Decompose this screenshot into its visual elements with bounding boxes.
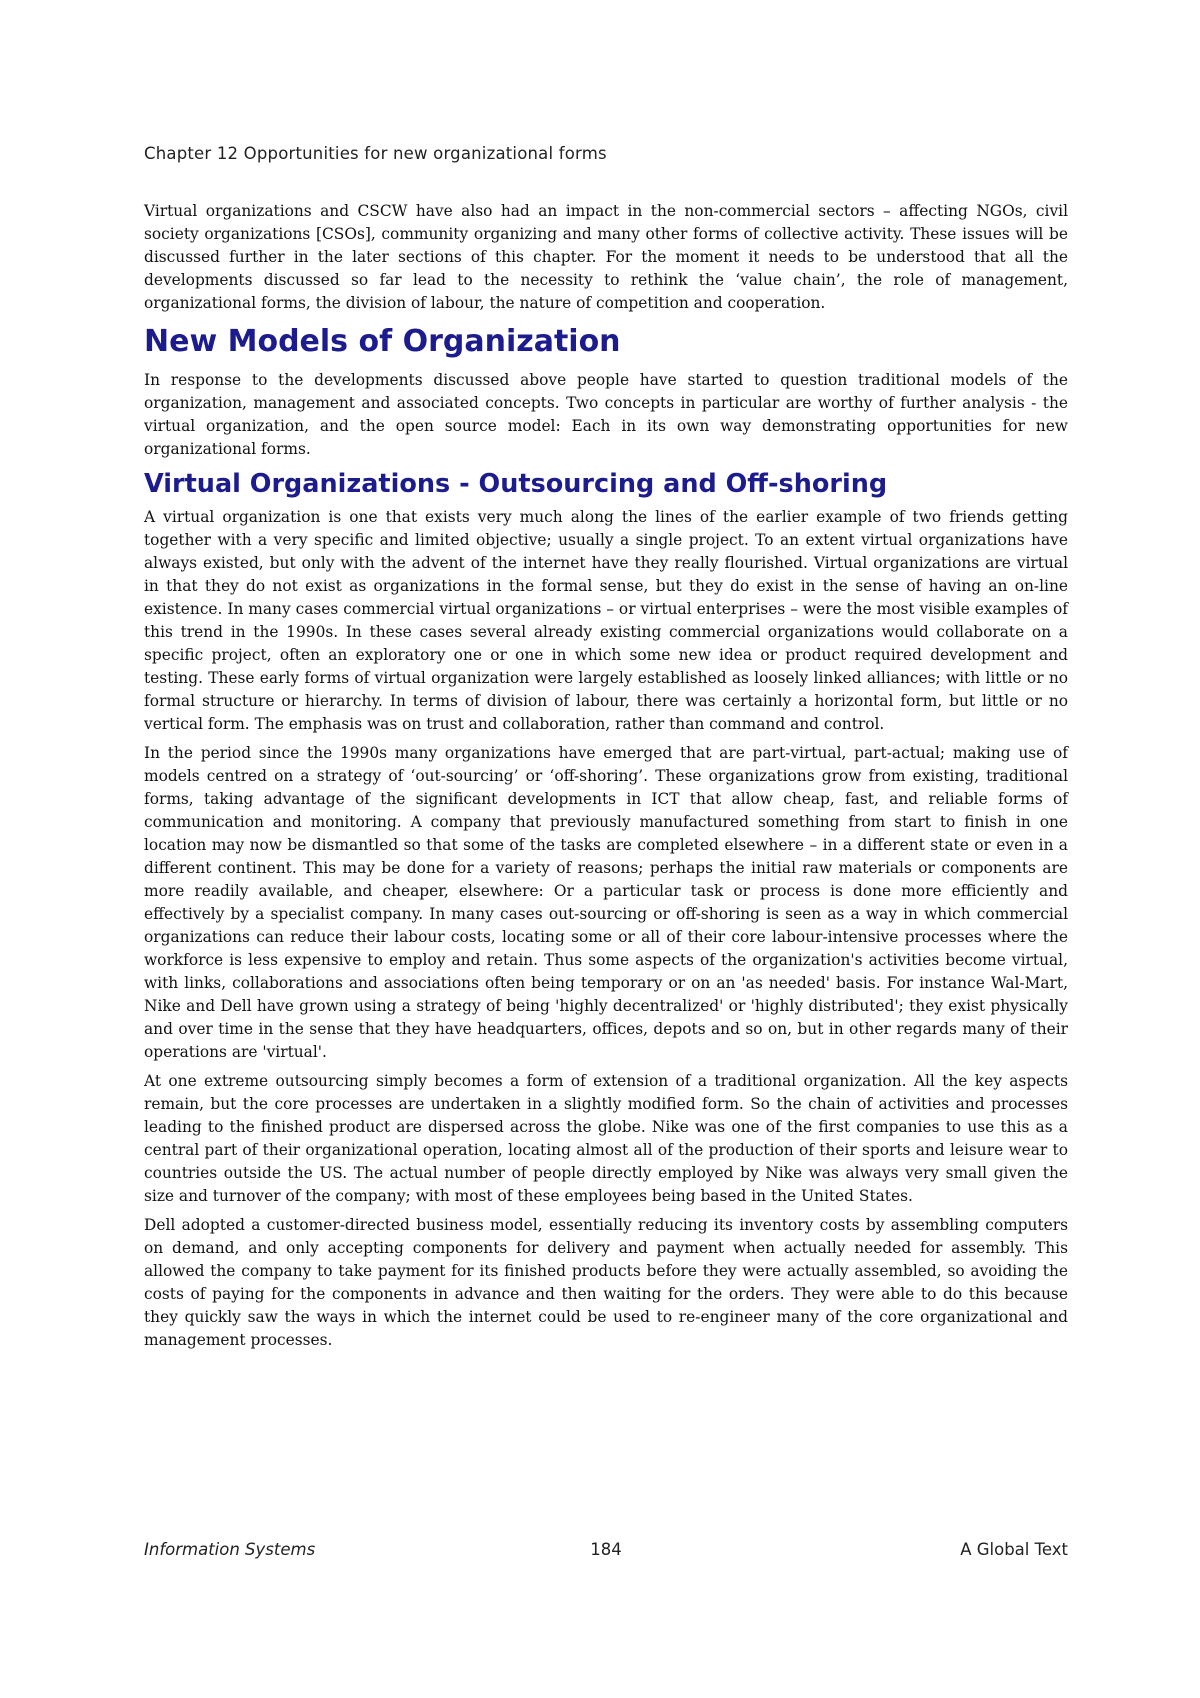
intro-paragraph: Virtual organizations and CSCW have also had an impact in the non-commercial sectors – affecting NGOs, civil society organizations [CSOs], community organizing and many other forms of collective activity. These issues will be discussed further in the later sections of this chapter. For the moment it needs to be understood that all the developments discussed so far lead to the necessity to rethink the ‘value chain’, the role of management, organizational forms, the division of labour, the nature of competition and cooperation. xyxy=(144,202,1068,312)
body-paragraph: Dell adopted a customer-directed business model, essentially reducing its inventory costs by assembling computers on demand, and only accepting components for delivery and payment when actually needed for assembly. This allowed the company to take payment for its finished products before they were actually assembled, so avoiding the costs of paying for the components in advance and then waiting for the orders. They were able to do this because they quickly saw the ways in which the internet could be used to re-engineer many of the core organizational and management processes. xyxy=(144,1216,1068,1349)
body-paragraph: A virtual organization is one that exists very much along the lines of the earlier example of two friends getting together with a very specific and limited objective; usually a single project. To an extent virtual organizations have always existed, but only with the advent of the internet have they really flourished. Virtual organizations are virtual in that they do not exist as organizations in the formal sense, but they do exist in the sense of having an on-line existence. In many cases commercial virtual organizations – or virtual enterprises – were the most visible examples of this trend in the 1990s. In these cases several already existing commercial organizations would collaborate on a specific project, often an exploratory one or one in which some new idea or product required development and testing. These early forms of virtual organization were largely established as loosely linked alliances; with little or no formal structure or hierarchy. In terms of division of labour, there was certainly a horizontal form, but little or no vertical form. The emphasis was on trust and collaboration, rather than command and control. xyxy=(144,508,1068,733)
section-heading-virtual-organizations: Virtual Organizations - Outsourcing and Off-shoring xyxy=(144,469,888,499)
footer-book-title: Information Systems xyxy=(144,1540,316,1559)
section-heading-new-models: New Models of Organization xyxy=(144,324,621,359)
page-number: 184 xyxy=(590,1540,622,1559)
body-paragraph: At one extreme outsourcing simply becomes a form of extension of a traditional organization. All the key aspects remain, but the core processes are undertaken in a slightly modified form. So the chain of activities and processes leading to the finished product are dispersed across the globe. Nike was one of the first companies to use this as a central part of their organizational operation, locating almost all of the production of their sports and leisure wear to countries outside the US. The actual number of people directly employed by Nike was always very small given the size and turnover of the company; with most of these employees being based in the United States. xyxy=(144,1072,1068,1205)
page-footer xyxy=(144,1540,1068,1564)
section-paragraph: In response to the developments discussed above people have started to question traditional models of the organization, management and associated concepts. Two concepts in particular are worthy of further analysis - the virtual organization, and the open source model: Each in its own way demonstrating opportunities for new organizational forms. xyxy=(144,371,1068,458)
body-paragraph: In the period since the 1990s many organizations have emerged that are part-virtual, part-actual; making use of models centred on a strategy of ‘out-sourcing’ or ‘off-shoring’. These organizations grow from existing, traditional forms, taking advantage of the significant developments in ICT that allow cheap, fast, and reliable forms of communication and monitoring. A company that previously manufactured something from start to finish in one location may now be dismantled so that some of the tasks are completed elsewhere – in a different state or even in a different continent. This may be done for a variety of reasons; perhaps the initial raw materials or components are more readily available, and cheaper, elsewhere: Or a particular task or process is done more efficiently and effectively by a specialist company. In many cases out-sourcing or off-shoring is seen as a way in which commercial organizations can reduce their labour costs, locating some or all of their core labour-intensive processes where the workforce is less expensive to employ and retain. Thus some aspects of the organization's activities become virtual, with links, collaborations and associations often being temporary or on an 'as needed' basis. For instance Wal-Mart, Nike and Dell have grown using a strategy of being 'highly decentralized' or 'highly distributed'; they exist physically and over time in the sense that they have headquarters, offices, depots and so on, but in other regards many of their operations are 'virtual'. xyxy=(144,744,1068,1061)
page-body xyxy=(144,200,1068,1358)
footer-series-title: A Global Text xyxy=(960,1540,1068,1559)
running-head: Chapter 12 Opportunities for new organizational forms xyxy=(144,144,607,163)
